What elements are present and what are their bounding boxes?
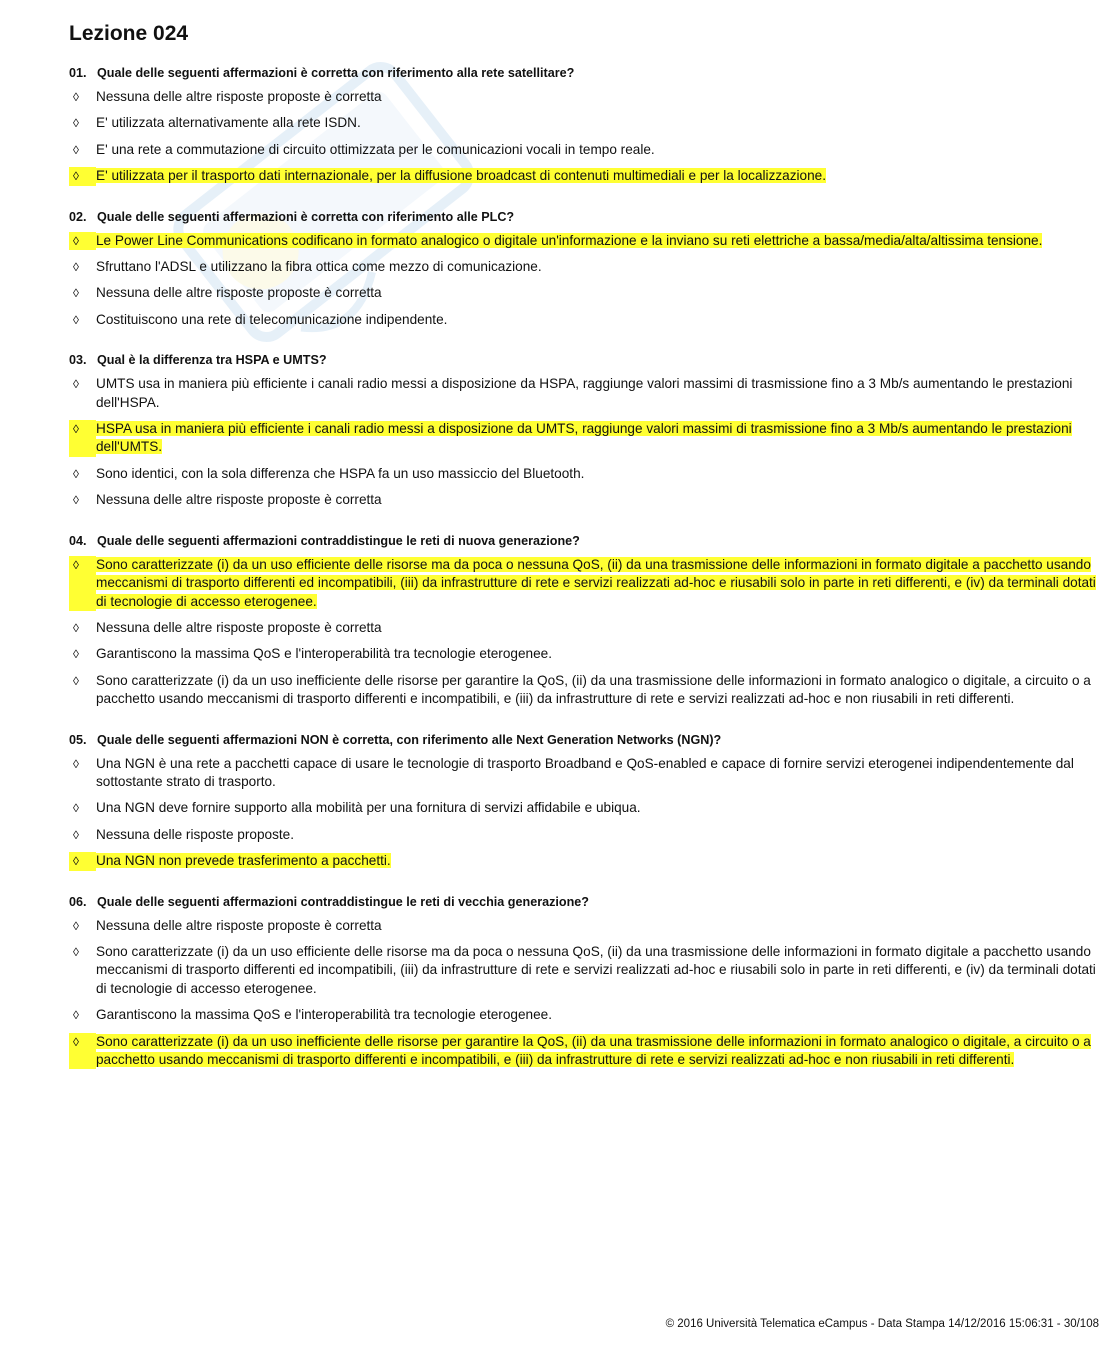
answer-text-wrapper <box>96 420 1109 457</box>
diamond-bullet-icon: ◊ <box>73 918 79 933</box>
answer-text-wrapper <box>96 232 1109 250</box>
answer-text-wrapper <box>96 114 1109 132</box>
question-heading <box>69 64 1109 82</box>
answer-option <box>69 619 1109 637</box>
question-number: 02. <box>69 209 87 224</box>
answer-text: Sono identici, con la sola differenza che HSPA fa un uso massiccio del Bluetooth. <box>96 465 585 481</box>
answer-option <box>69 799 1109 817</box>
answer-option-correct <box>69 232 1109 250</box>
answer-option-correct <box>69 1033 1109 1070</box>
answer-option-correct <box>69 420 1109 457</box>
question-heading <box>69 893 1109 911</box>
question-text: Quale delle seguenti affermazioni contraddistingue le reti di nuova generazione? <box>97 533 580 548</box>
answer-text: Sono caratterizzate (i) da un uso inefficiente delle risorse per garantire la QoS, (ii) da una trasmissione delle informazioni in formato analogico o digitale, a circuito o a pacchetto usando meccanismi di trasporto differenti e incompatibili, e (iii) da infrastrutture di rete e servizi realizzati ad-hoc e non riusabili in reti differenti. <box>96 672 1091 707</box>
diamond-bullet-icon: ◊ <box>73 286 79 301</box>
answer-option <box>69 755 1109 792</box>
answer-text-wrapper <box>96 826 1109 844</box>
answer-text-wrapper <box>96 917 1109 935</box>
diamond-bullet-icon: ◊ <box>73 312 79 327</box>
answer-option <box>69 141 1109 159</box>
answer-text-wrapper <box>96 852 1109 870</box>
diamond-bullet-icon: ◊ <box>69 1033 96 1070</box>
answer-option <box>69 917 1109 935</box>
answer-option-correct <box>69 852 1109 870</box>
diamond-bullet-icon: ◊ <box>73 493 79 508</box>
answer-option <box>69 645 1109 663</box>
diamond-bullet-icon: ◊ <box>69 852 96 870</box>
page-footer: © 2016 Università Telematica eCampus - Data Stampa 14/12/2016 15:06:31 - 30/108 <box>665 1318 1099 1330</box>
answer-text-wrapper <box>96 141 1109 159</box>
question-number: 01. <box>69 66 87 80</box>
answer-text: Sfruttano l'ADSL e utilizzano la fibra ottica come mezzo di comunicazione. <box>96 259 542 275</box>
diamond-bullet-icon: ◊ <box>73 620 79 635</box>
diamond-bullet-icon: ◊ <box>69 232 96 250</box>
answer-text: Nessuna delle altre risposte proposte è corretta <box>96 285 382 301</box>
diamond-bullet-icon: ◊ <box>73 377 79 392</box>
question-number: 04. <box>69 533 87 548</box>
answer-text: Una NGN deve fornire supporto alla mobilità per una fornitura di servizi affidabile e ubiqua. <box>96 800 641 816</box>
answer-text: Sono caratterizzate (i) da un uso inefficiente delle risorse per garantire la QoS, (ii) da una trasmissione delle informazioni in formato analogico o digitale, a circuito o a pacchetto usando meccanismi di trasporto differenti e incompatibili, e (iii) da infrastrutture di rete e servizi realizzati ad-hoc e non riusabili in reti differenti. <box>96 1033 1091 1067</box>
answer-option-correct <box>69 556 1109 611</box>
answer-text: Nessuna delle altre risposte proposte è corretta <box>96 492 382 508</box>
answer-text: E' utilizzata alternativamente alla rete ISDN. <box>96 115 361 131</box>
answer-option-correct <box>69 167 1109 185</box>
question-block <box>69 731 1109 871</box>
answer-text: Nessuna delle altre risposte proposte è corretta <box>96 619 382 635</box>
answer-text: Le Power Line Communications codificano in formato analogico o digitale un'informazione e la inviano su reti elettriche a bassa/media/alta/altissima tensione. <box>96 232 1043 248</box>
answer-text: Sono caratterizzate (i) da un uso efficiente delle risorse ma da poca o nessuna QoS, (ii) da una trasmissione delle informazioni in formato digitale a pacchetto usando meccanismi di trasporto differenti ed incompatibili, (iii) da infrastrutture di rete e servizi realizzati ad-hoc e riusabili solo in parte in reti differenti, e (iv) da terminali dotati di tecnologie di accesso eterogenee. <box>96 943 1096 996</box>
diamond-bullet-icon: ◊ <box>73 90 79 104</box>
diamond-bullet-icon: ◊ <box>73 756 79 771</box>
answer-text: Garantiscono la massima QoS e l'interoperabilità tra tecnologie eterogenee. <box>96 1007 552 1023</box>
question-heading <box>69 208 1109 226</box>
question-number: 05. <box>69 732 87 747</box>
diamond-bullet-icon: ◊ <box>73 1008 79 1023</box>
answer-text: E' una rete a commutazione di circuito ottimizzata per le comunicazioni vocali in tempo reale. <box>96 141 655 157</box>
answer-option <box>69 1006 1109 1024</box>
answer-option <box>69 311 1109 329</box>
diamond-bullet-icon: ◊ <box>69 420 96 457</box>
answer-text-wrapper <box>96 258 1109 276</box>
question-text: Qual è la differenza tra HSPA e UMTS? <box>97 353 327 368</box>
answer-option <box>69 88 1109 106</box>
answer-text-wrapper <box>96 167 1109 185</box>
answer-option <box>69 114 1109 132</box>
answer-text-wrapper <box>96 943 1109 998</box>
answer-text: Sono caratterizzate (i) da un uso efficiente delle risorse ma da poca o nessuna QoS, (ii) da una trasmissione delle informazioni in formato digitale a pacchetto usando meccanismi di trasporto differenti ed incompatibili, (iii) da infrastrutture di rete e servizi realizzati ad-hoc e riusabili solo in parte in reti differenti, e (iv) da terminali dotati di tecnologie di accesso eterogenee. <box>96 556 1096 609</box>
question-block <box>69 351 1109 509</box>
diamond-bullet-icon: ◊ <box>73 944 79 959</box>
question-number: 03. <box>69 353 87 368</box>
answer-option <box>69 943 1109 998</box>
answer-option <box>69 284 1109 302</box>
answer-text-wrapper <box>96 1033 1109 1070</box>
answer-text: HSPA usa in maniera più efficiente i canali radio messi a disposizione da UMTS, raggiunge valori massimi di trasmissione fino a 3 Mb/s aumentando le prestazioni dell'UMTS. <box>96 421 1072 455</box>
diamond-bullet-icon: ◊ <box>73 142 79 157</box>
answer-option <box>69 491 1109 509</box>
answer-text: Costituiscono una rete di telecomunicazione indipendente. <box>96 311 448 327</box>
answer-option <box>69 465 1109 483</box>
answer-option <box>69 375 1109 412</box>
question-text: Quale delle seguenti affermazioni è corretta con riferimento alla rete satellitare? <box>97 66 575 80</box>
question-block <box>69 893 1109 1070</box>
answer-option <box>69 826 1109 844</box>
answer-text: Nessuna delle altre risposte proposte è corretta <box>96 89 382 104</box>
answer-text-wrapper <box>96 799 1109 817</box>
answer-option <box>69 672 1109 709</box>
answer-text: Nessuna delle risposte proposte. <box>96 826 294 842</box>
answer-text: Nessuna delle altre risposte proposte è corretta <box>96 917 382 933</box>
document-page <box>69 20 1109 1091</box>
answer-text-wrapper <box>96 465 1109 483</box>
answer-text-wrapper <box>96 311 1109 329</box>
lesson-title: Lezione 024 <box>69 22 189 45</box>
diamond-bullet-icon: ◊ <box>73 116 79 131</box>
answer-text-wrapper <box>96 491 1109 509</box>
diamond-bullet-icon: ◊ <box>73 647 79 662</box>
answer-text: UMTS usa in maniera più efficiente i canali radio messi a disposizione da HSPA, raggiunge valori massimi di trasmissione fino a 3 Mb/s aumentando le prestazioni dell'HSPA. <box>96 376 1073 410</box>
question-block <box>69 64 1109 186</box>
answer-text-wrapper <box>96 556 1109 611</box>
answer-option <box>69 258 1109 276</box>
answer-text: Garantiscono la massima QoS e l'interoperabilità tra tecnologie eterogenee. <box>96 646 552 662</box>
question-heading <box>69 532 1109 550</box>
question-number: 06. <box>69 894 87 909</box>
question-text: Quale delle seguenti affermazioni contraddistingue le reti di vecchia generazione? <box>97 894 589 909</box>
question-heading <box>69 351 1109 369</box>
answer-text-wrapper <box>96 1006 1109 1024</box>
diamond-bullet-icon: ◊ <box>73 801 79 816</box>
diamond-bullet-icon: ◊ <box>69 167 96 185</box>
question-text: Quale delle seguenti affermazioni è corretta con riferimento alle PLC? <box>97 209 515 224</box>
question-block <box>69 532 1109 709</box>
answer-text-wrapper <box>96 375 1109 412</box>
diamond-bullet-icon: ◊ <box>69 556 96 611</box>
diamond-bullet-icon: ◊ <box>73 260 79 275</box>
diamond-bullet-icon: ◊ <box>73 827 79 842</box>
answer-text-wrapper <box>96 755 1109 792</box>
answer-text: Una NGN non prevede trasferimento a pacchetti. <box>96 853 391 869</box>
diamond-bullet-icon: ◊ <box>73 466 79 481</box>
answer-text-wrapper <box>96 645 1109 663</box>
answer-text-wrapper <box>96 672 1109 709</box>
diamond-bullet-icon: ◊ <box>73 673 79 688</box>
question-heading <box>69 731 1109 749</box>
question-text: Quale delle seguenti affermazioni NON è corretta, con riferimento alle Next Generation Networks (NGN)? <box>97 732 722 747</box>
answer-text-wrapper <box>96 619 1109 637</box>
answer-text-wrapper <box>96 284 1109 302</box>
answer-text: E' utilizzata per il trasporto dati internazionale, per la diffusione broadcast di contenuti multimediali e per la localizzazione. <box>96 168 827 184</box>
answer-text: Una NGN è una rete a pacchetti capace di usare le tecnologie di trasporto Broadband e QoS-enabled e capace di fornire servizi eterogenei indipendentemente dal sottostante strato di trasporto. <box>96 755 1074 789</box>
question-list <box>69 64 1109 1069</box>
question-block <box>69 208 1109 330</box>
answer-text-wrapper <box>96 88 1109 106</box>
